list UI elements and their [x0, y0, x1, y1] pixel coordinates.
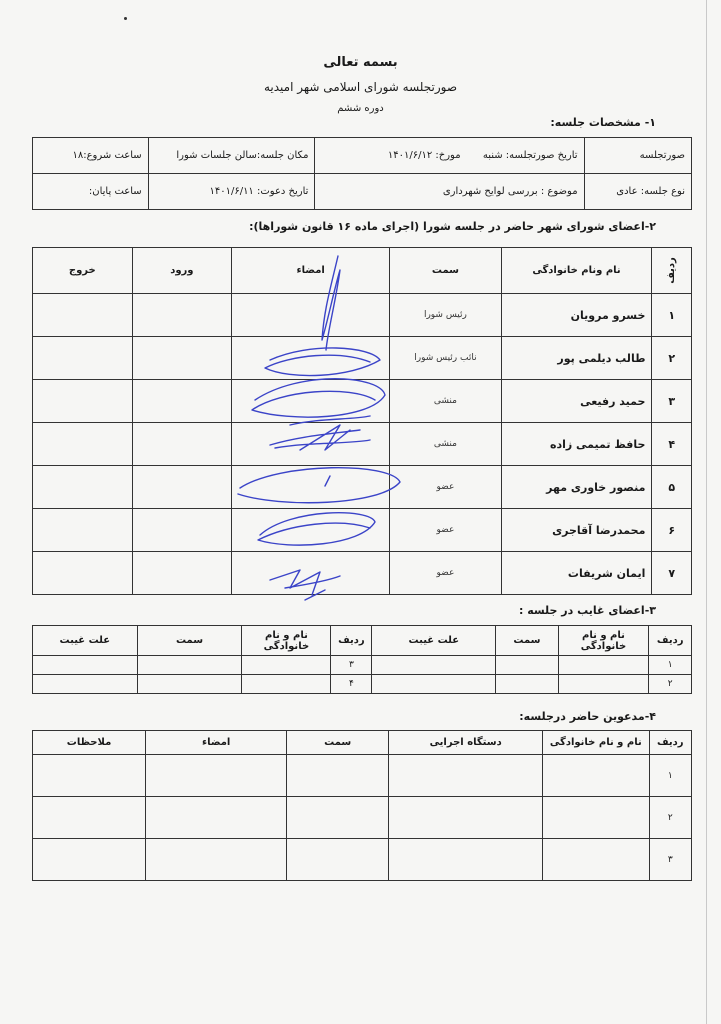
exit-cell	[33, 509, 133, 552]
speck	[124, 17, 127, 20]
row-number: ۲	[649, 797, 691, 839]
col-name: نام و نام خانوادگی	[543, 731, 649, 755]
table-row	[33, 656, 692, 675]
col-agency: دستگاه اجرایی	[389, 731, 543, 755]
exit-cell	[33, 380, 133, 423]
member-position: عضو	[390, 466, 501, 509]
row-number: ۱	[649, 656, 692, 675]
signature-cell	[232, 552, 390, 595]
header-title: صورتجلسه شورای اسلامی شهر امیدیه	[263, 80, 458, 94]
member-name: حمید رفیعی	[501, 380, 652, 423]
absent-members-table	[32, 625, 692, 694]
section1-title: ۱- مشخصات جلسه:	[550, 116, 656, 129]
member-position: منشی	[390, 423, 501, 466]
entry-cell	[132, 552, 231, 595]
start-time: ساعت شروع:۱۸	[33, 138, 149, 174]
header-term: دوره ششم	[337, 103, 384, 114]
minutes-label: صورتجلسه	[584, 138, 691, 174]
row-number: ۳	[331, 656, 372, 675]
entry-cell	[132, 337, 231, 380]
exit-cell	[33, 552, 133, 595]
member-position: عضو	[390, 552, 501, 595]
table-row	[33, 552, 692, 595]
row-number: ۳	[652, 380, 692, 423]
meeting-type: نوع جلسه: عادی	[584, 174, 691, 210]
members-table	[32, 247, 692, 595]
signature-cell	[232, 466, 390, 509]
row-number: ۶	[652, 509, 692, 552]
col-row-b: ردیف	[331, 626, 372, 656]
col-absence-reason-b: علت غیبت	[33, 626, 138, 656]
table-row	[33, 755, 692, 797]
exit-cell	[33, 423, 133, 466]
page-edge-line	[706, 0, 707, 1024]
minutes-date-value: مورخ: ۱۴۰۱/۶/۱۲	[387, 150, 461, 161]
exit-cell	[33, 466, 133, 509]
entry-cell	[132, 423, 231, 466]
signature-cell	[232, 337, 390, 380]
entry-cell	[132, 509, 231, 552]
minutes-day: تاریخ صورتجلسه: شنبه	[482, 150, 578, 161]
table-row	[33, 294, 692, 337]
col-signature: امضاء	[232, 248, 390, 294]
col-position: سمت	[390, 248, 501, 294]
exit-cell	[33, 337, 133, 380]
member-name: خسرو مرویان	[501, 294, 652, 337]
table-row	[33, 509, 692, 552]
col-entry: ورود	[132, 248, 231, 294]
col-row-a: ردیف	[649, 626, 692, 656]
row-number: ۷	[652, 552, 692, 595]
section4-title: ۴-مدعوین حاضر درجلسه:	[519, 710, 656, 723]
table-row	[33, 337, 692, 380]
meeting-info-table	[32, 137, 692, 210]
minutes-date	[315, 138, 584, 174]
meeting-location: مکان جلسه:سالن جلسات شورا	[148, 138, 315, 174]
row-number: ۴	[652, 423, 692, 466]
row-number: ۱	[649, 755, 691, 797]
member-position: منشی	[390, 380, 501, 423]
col-signature: امضاء	[146, 731, 287, 755]
section3-title: ۳-اعضای غایب در جلسه :	[518, 604, 656, 617]
signature-cell	[232, 509, 390, 552]
row-number: ۳	[649, 839, 691, 881]
col-absence-reason-a: علت غیبت	[372, 626, 496, 656]
col-name-a: نام و نام خانوادگی	[558, 626, 649, 656]
signature-cell	[232, 380, 390, 423]
entry-cell	[132, 380, 231, 423]
entry-cell	[132, 294, 231, 337]
invitation-date: تاریخ دعوت: ۱۴۰۱/۶/۱۱	[148, 174, 315, 210]
end-time: ساعت پایان:	[33, 174, 149, 210]
table-row	[33, 466, 692, 509]
table-row	[33, 423, 692, 466]
member-position: رئیس شورا	[390, 294, 501, 337]
signature-cell	[232, 294, 390, 337]
row-number: ۴	[331, 675, 372, 694]
header-basmala: بسمه تعالی	[323, 55, 398, 70]
entry-cell	[132, 466, 231, 509]
row-number: ۲	[652, 337, 692, 380]
col-position: سمت	[287, 731, 389, 755]
table-row	[33, 839, 692, 881]
col-row: ردیف	[649, 731, 691, 755]
meeting-subject: موضوع : بررسی لوایح شهرداری	[315, 174, 584, 210]
col-exit: خروج	[33, 248, 133, 294]
table-row	[33, 797, 692, 839]
member-name: ایمان شریفات	[501, 552, 652, 595]
member-name: طالب دیلمی پور	[501, 337, 652, 380]
row-number: ۱	[652, 294, 692, 337]
col-notes: ملاحظات	[33, 731, 146, 755]
row-number: ۵	[652, 466, 692, 509]
invitees-table	[32, 730, 692, 881]
col-position-b: سمت	[137, 626, 242, 656]
signature-cell	[232, 423, 390, 466]
table-row	[33, 675, 692, 694]
member-name: منصور خاوری مهر	[501, 466, 652, 509]
table-row	[33, 380, 692, 423]
exit-cell	[33, 294, 133, 337]
member-position: نائب رئیس شورا	[390, 337, 501, 380]
section2-title: ۲-اعضای شورای شهر حاضر در جلسه شورا (اجرای ماده ۱۶ قانون شوراها):	[249, 220, 656, 233]
member-position: عضو	[390, 509, 501, 552]
col-row: ردیف	[652, 248, 692, 294]
member-name: حافظ تمیمی زاده	[501, 423, 652, 466]
col-position-a: سمت	[496, 626, 558, 656]
row-number: ۲	[649, 675, 692, 694]
member-name: محمدرضا آقاجری	[501, 509, 652, 552]
col-name: نام ونام خانوادگی	[501, 248, 652, 294]
col-name-b: نام و نام خانوادگی	[242, 626, 331, 656]
